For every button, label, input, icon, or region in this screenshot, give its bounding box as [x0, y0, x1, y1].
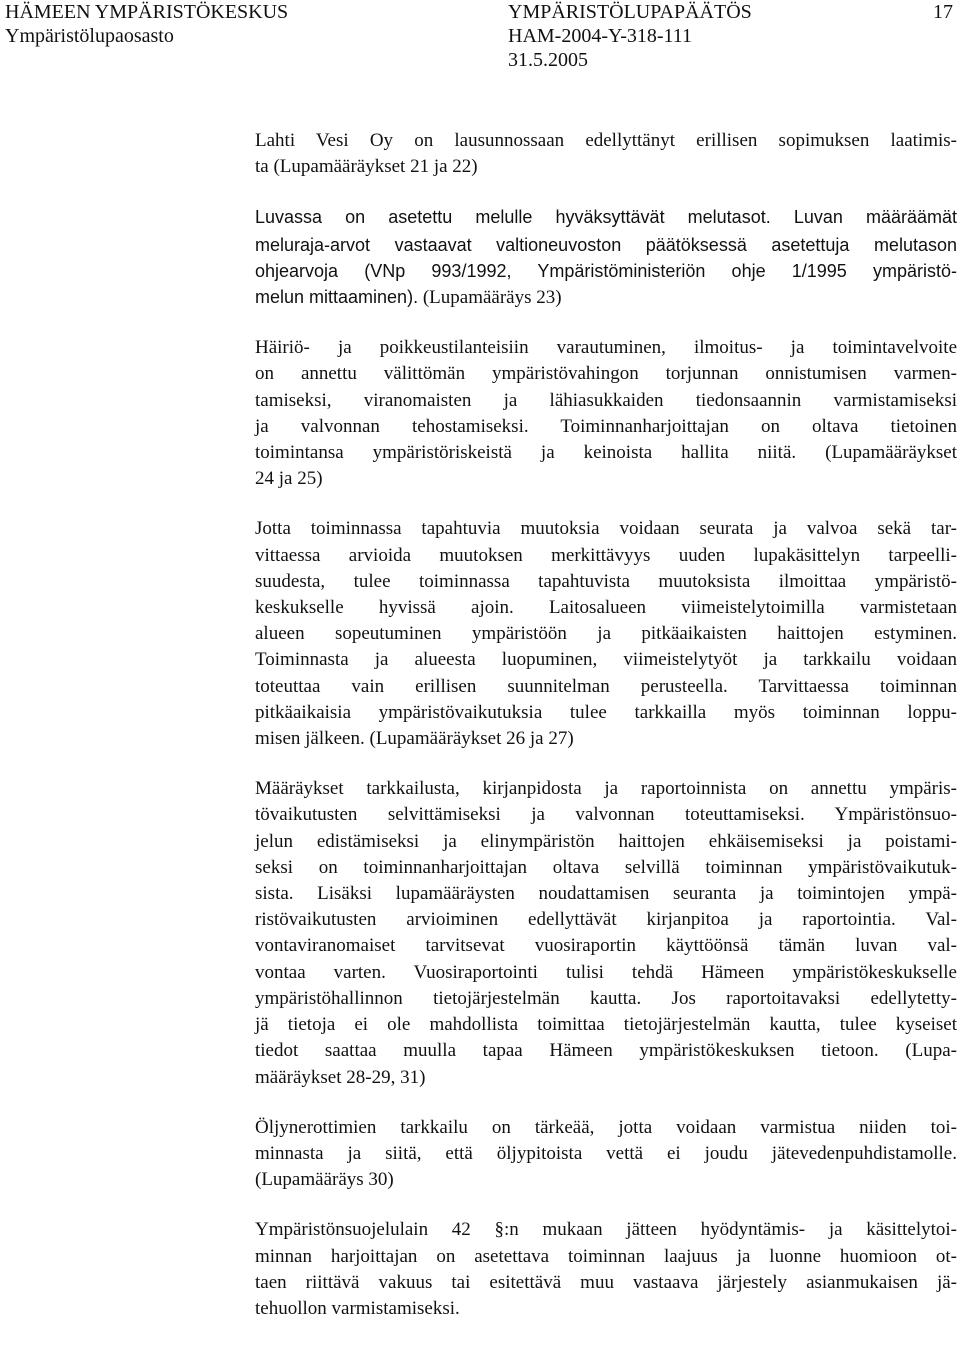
document-body	[255, 128, 957, 1346]
text-line: suudesta, tulee toiminnassa tapahtuvista muutoksista ilmoittaa ympäristö-	[255, 570, 957, 592]
text-line: ja valvonnan tehostamiseksi. Toiminnanharjoittajan on oltava tietoinen	[255, 415, 957, 437]
text-line: vittaessa arvioida muutoksen merkittävyys uuden lupakäsittelyn tarpeelli-	[255, 544, 957, 566]
text-line: tamiseksi, viranomaisten ja lähiasukkaiden tiedonsaannin varmistamiseksi	[255, 389, 957, 411]
text-line: tiedot saattaa muulla tapaa Hämeen ympäristökeskuksen tietoon. (Lupa-	[255, 1040, 957, 1062]
text-line: jä tietoja ei ole mahdollista toimittaa tietojärjestelmän kautta, tulee kyseiset	[255, 1014, 957, 1036]
text-line: ohjearvoja (VNp 993/1992, Ympäristöministeriön ohje 1/1995 ympäristö-	[255, 260, 957, 281]
text-line: minnan harjoittajan on asetettava toiminnan laajuus ja luonne huomioon ot-	[255, 1245, 957, 1267]
text-line: on annettu välittömän ympäristövahingon torjunnan onnistumisen varmen-	[255, 363, 957, 385]
text-line: jelun edistämiseksi ja elinympäristön haittojen ehkäisemiseksi ja poistami-	[255, 830, 957, 852]
document-number: HAM-2004-Y-318-111	[508, 25, 693, 47]
text-line: Lahti Vesi Oy on lausunnossaan edellyttänyt erillisen sopimuksen laatimis-	[255, 130, 957, 151]
paragraph-lahti-vesi	[255, 128, 957, 180]
text-line: ympäristöhallinnon tietojärjestelmän kautta. Jos raportoitavaksi edellytetty-	[255, 987, 957, 1009]
page-header	[0, 0, 960, 80]
paragraph-hairio	[255, 335, 957, 492]
text-line: vontaa varten. Vuosiraportointi tulisi tehdä Hämeen ympäristökeskukselle	[255, 961, 957, 983]
paragraph-oljynerottimet	[255, 1115, 957, 1194]
text-line: 24 ja 25)	[255, 468, 323, 490]
text-segment: melun mittaaminen).	[255, 287, 419, 308]
text-line: keskukselle hyvissä ajoin. Laitosalueen viimeistelytoimilla varmistetaan	[255, 597, 957, 619]
text-line: misen jälkeen. (Lupamääräykset 26 ja 27)	[255, 728, 574, 750]
text-line: Öljynerottimien tarkkailu on tärkeää, jotta voidaan varmistua niiden toi-	[255, 1116, 957, 1138]
text-segment: Luvan määräämät	[770, 207, 957, 228]
text-line: tövaikutusten selvittämiseksi ja valvonnan toteuttamiseksi. Ympäristönsuo-	[255, 804, 957, 826]
text-line: alueen sopeutuminen ympäristöön ja pitkäaikaisten haittojen estyminen.	[255, 623, 957, 645]
text-line: ta (Lupamääräykset 21 ja 22)	[255, 156, 478, 178]
text-line: seksi on toiminnanharjoittajan oltava selvillä toiminnan ympäristövaikutuk-	[255, 856, 957, 878]
page-number: 17	[933, 1, 953, 23]
text-line: taen riittävä vakuus tai esitettävä muu vastaava järjestely asianmukaisen jä-	[255, 1271, 957, 1293]
text-line: toteuttaa vain erillisen suunnitelman perusteella. Tarvittaessa toiminnan	[255, 675, 957, 697]
text-line: Jotta toiminnassa tapahtuvia muutoksia voidaan seurata ja valvoa sekä tar-	[255, 518, 957, 540]
text-line: tehuollon varmistamiseksi.	[255, 1297, 460, 1319]
text-line: Häiriö- ja poikkeustilanteisiin varautuminen, ilmoitus- ja toimintavelvoite	[255, 337, 957, 359]
paragraph-muutokset	[255, 516, 957, 752]
text-line: sista. Lisäksi lupamääräysten noudattamisen seuranta ja toimintojen ympä-	[255, 883, 957, 905]
text-segment: Luvassa on asetettu melulle hyväksyttävät melutasot.	[255, 207, 771, 228]
department-name: Ympäristölupaosasto	[5, 25, 174, 47]
header-left	[5, 0, 288, 48]
text-line: vontaviranomaiset tarvitsevat vuosiraportin käyttöönsä tämän luvan val-	[255, 935, 957, 957]
text-line: ristövaikutusten arvioiminen edellyttävät kirjanpitoa ja raportointia. Val-	[255, 909, 957, 931]
text-line	[255, 204, 957, 231]
paragraph-melu	[255, 204, 957, 311]
text-line: Ympäristönsuojelulain 42 §:n mukaan jätteen hyödyntämis- ja käsittelytoi-	[255, 1219, 957, 1241]
text-line: (Lupamääräys 30)	[255, 1169, 394, 1191]
header-center	[508, 0, 752, 72]
org-name: HÄMEEN YMPÄRISTÖKESKUS	[5, 1, 289, 23]
text-line: toimintansa ympäristöriskeistä ja keinoista hallita niitä. (Lupamääräykset	[255, 442, 957, 464]
text-line: Toiminnasta ja alueesta luopuminen, viimeistelytyöt ja tarkkailu voidaan	[255, 649, 957, 671]
text-line: meluraja-arvot vastaavat valtioneuvoston päätöksessä asetettuja melutason	[255, 234, 957, 255]
text-line: minnasta ja siitä, että öljypitoista vettä ei joudu jätevedenpuhdistamolle.	[255, 1142, 957, 1164]
paragraph-tarkkailu	[255, 776, 957, 1090]
text-line: määräykset 28-29, 31)	[255, 1066, 426, 1088]
text-segment: (Lupamääräys 23)	[418, 287, 562, 309]
paragraph-vakuus	[255, 1217, 957, 1322]
text-line: pitkäaikaisia ympäristövaikutuksia tulee tarkkailla myös toiminnan loppu-	[255, 701, 957, 723]
document-type: YMPÄRISTÖLUPAPÄÄTÖS	[508, 1, 752, 23]
text-line	[255, 284, 957, 311]
text-line: Määräykset tarkkailusta, kirjanpidosta ja raportoinnista on annettu ympäris-	[255, 778, 957, 800]
document-date: 31.5.2005	[508, 49, 588, 71]
